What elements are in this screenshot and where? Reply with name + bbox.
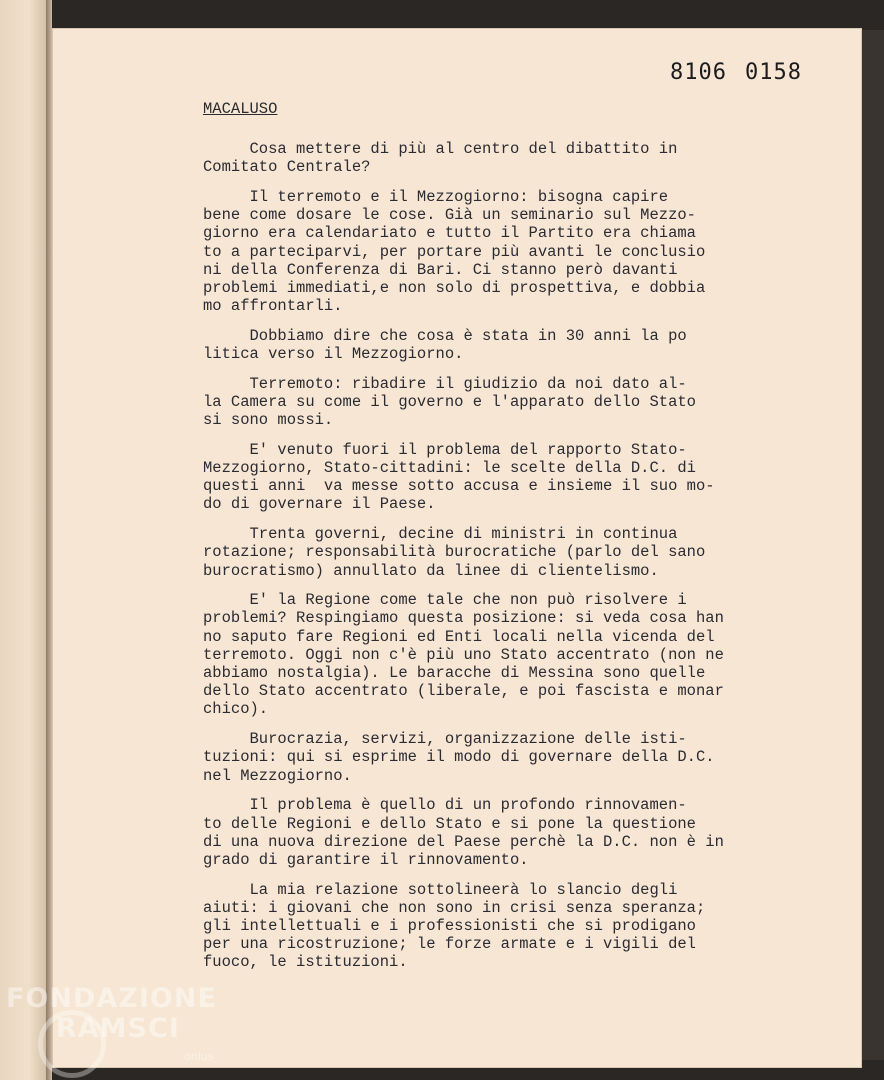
paragraph: Il terremoto e il Mezzogiorno: bisogna capire bene come dosare le cose. Già un seminario sul Mezzo- giorno era calendariato e tutto il Partito era chiama to a parteciparvi, per portare più avanti le conclusio ni della Conferenza di Bari. Ci stanno però davanti problemi immediati,e non solo di prospettiva, e dobbia mo affrontarli. <box>203 187 706 316</box>
page-edge <box>862 30 884 1060</box>
watermark-line1: FONDAZIONE <box>6 983 217 1014</box>
paragraph: Il problema è quello di un profondo rinnovamen- to delle Regioni e dello Stato e si pone la questione di una nuova direzione del Paese perchè la D.C. non è in grado di garantire il rinnovamento. <box>203 796 724 869</box>
archive-number <box>670 60 802 85</box>
document-body <box>203 140 793 983</box>
paragraph: Burocrazia, servizi, organizzazione delle isti- tuzioni: qui si esprime il modo di governare della D.C. nel Mezzogiorno. <box>203 730 715 785</box>
paragraph: Dobbiamo dire che cosa è stata in 30 anni la po litica verso il Mezzogiorno. <box>203 326 687 364</box>
book-spine <box>0 0 52 1080</box>
paragraph: La mia relazione sottolineerà lo slancio degli aiuti: i giovani che non sono in crisi senza speranza; gli intellettuali e i professionisti che si prodigano per una ricostruzione; le forze armate e i vigili del fuoco, le istituzioni. <box>203 880 706 972</box>
paragraph: E' venuto fuori il problema del rapporto Stato- Mezzogiorno, Stato-cittadini: le scelte della D.C. di questi anni va messe sotto accusa e insieme il suo mo- do di governare il Paese. <box>203 440 715 514</box>
paragraph: Trenta governi, decine di ministri in continua rotazione; responsabilità burocratiche (parlo del sano burocratismo) annullato da linee di clientelismo. <box>203 525 706 580</box>
watermark-line2: RAMSCI <box>56 1013 180 1044</box>
paragraph: Terremoto: ribadire il giudizio da noi dato al- la Camera su come il governo e l'apparato dello Stato si sono mossi. <box>203 374 696 430</box>
paragraph: Cosa mettere di più al centro del dibattito in Comitato Centrale? <box>203 140 678 177</box>
document-heading: MACALUSO <box>203 100 278 118</box>
watermark-sub: onlus <box>184 1050 214 1063</box>
watermark-logo <box>6 983 217 1063</box>
paragraph: E' la Regione come tale che non può risolvere i problemi? Respingiamo questa posizione: si veda cosa han no saputo fare Regioni ed Enti locali nella vicenda del terremoto. Oggi non c'è più uno Stato accentrato (non ne abbiamo nostalgia). Le baracche di Messina sono quelle dello Stato accentrato (liberale, e poi fascista e monar chico). <box>203 591 724 719</box>
archive-number-part: 8106 <box>670 60 728 85</box>
archive-number-part: 0158 <box>745 60 802 85</box>
